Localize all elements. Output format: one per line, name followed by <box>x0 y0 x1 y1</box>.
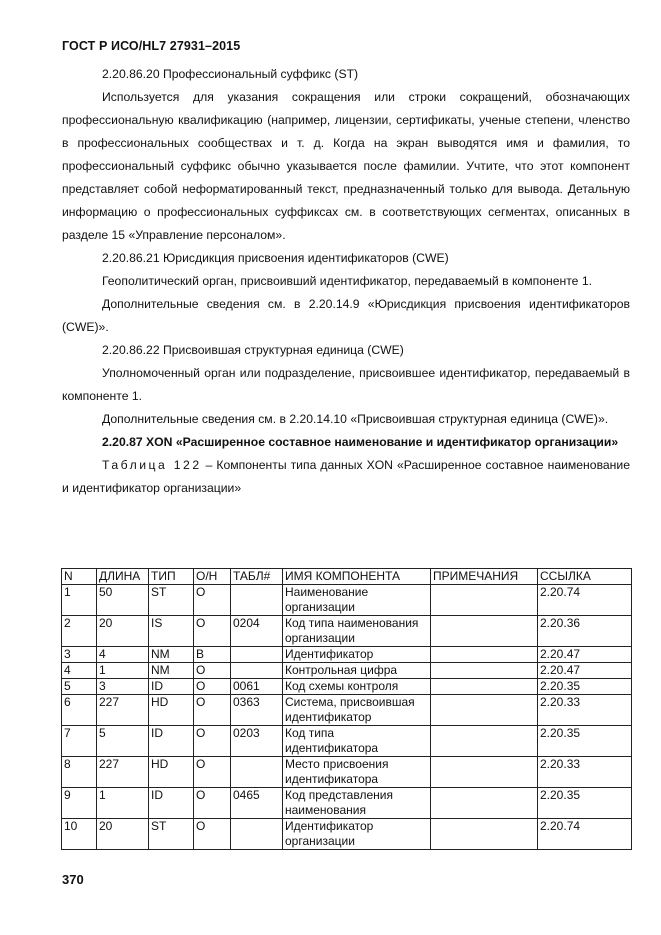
table-cell <box>431 757 538 788</box>
table-cell: 4 <box>97 647 149 663</box>
table-row <box>62 819 632 850</box>
table-cell: O <box>194 663 231 679</box>
table-cell: NM <box>149 647 194 663</box>
table-cell <box>231 647 283 663</box>
table-cell: 2.20.74 <box>538 819 632 850</box>
table-cell: O <box>194 679 231 695</box>
paragraph: Используется для указания сокращения или строки сокращений, обозначающих профессиональную квалификацию (например, лицензии, сертификаты, ученые степени, членство в профессиональных сообществах и т. д. Когда на экран выводятся имя и фамилия, то профессиональный суффикс обычно указывается после фамилии. Учтите, что этот компонент представляет собой неформатированный текст, предназначенный только для вывода. Детальную информацию о профессиональных суффиксах см. в соответствующих сегментах, описанных в разделе 15 «Управление персоналом». <box>62 90 630 242</box>
table-cell: 7 <box>62 726 97 757</box>
table-cell: Код схемы контроля <box>283 679 431 695</box>
table-cell: 5 <box>97 726 149 757</box>
table-cell: Идентификатор организации <box>283 819 431 850</box>
table-cell <box>431 585 538 616</box>
table-row <box>62 647 632 663</box>
table-row <box>62 663 632 679</box>
table-cell: HD <box>149 695 194 726</box>
table-cell: 2.20.35 <box>538 679 632 695</box>
table-cell: 20 <box>97 819 149 850</box>
table-row <box>62 585 632 616</box>
table-row <box>62 788 632 819</box>
table-cell: 0363 <box>231 695 283 726</box>
paragraph: Дополнительные сведения см. в 2.20.14.10 «Присвоившая структурная единица (CWE)». <box>102 412 609 426</box>
paragraph: Уполномоченный орган или подразделение, присвоившее идентификатор, передаваемый в компоненте 1. <box>62 366 630 403</box>
table-cell: 0203 <box>231 726 283 757</box>
table-cell: Код типа наименования организации <box>283 616 431 647</box>
components-table <box>61 568 632 850</box>
paragraph: 2.20.87 XON «Расширенное составное наименование и идентификатор организации» <box>102 435 619 449</box>
table-cell: 227 <box>97 695 149 726</box>
table-row <box>62 695 632 726</box>
paragraph: 2.20.86.20 Профессиональный суффикс (ST) <box>102 67 359 81</box>
document-header: ГОСТ Р ИСО/HL7 27931–2015 <box>62 39 241 53</box>
table-cell: Система, присвоившая идентификатор <box>283 695 431 726</box>
paragraph: 2.20.86.22 Присвоившая структурная единица (CWE) <box>102 343 404 357</box>
table-cell: 4 <box>62 663 97 679</box>
table-cell: 6 <box>62 695 97 726</box>
table-cell: 2 <box>62 616 97 647</box>
table-caption <box>62 454 630 500</box>
table-cell: Код типа идентификатора <box>283 726 431 757</box>
table-caption-prefix: Таблица 122 <box>102 458 202 472</box>
table-row <box>62 757 632 788</box>
table-cell: 1 <box>97 663 149 679</box>
table-cell: 2.20.74 <box>538 585 632 616</box>
table-cell: 0465 <box>231 788 283 819</box>
table-cell: 3 <box>97 679 149 695</box>
paragraph: Дополнительные сведения см. в 2.20.14.9 «Юрисдикция присвоения идентификаторов (CWE)». <box>62 297 630 334</box>
table-body <box>62 585 632 850</box>
table-cell <box>431 647 538 663</box>
table-cell: Наименование организации <box>283 585 431 616</box>
table-cell <box>231 663 283 679</box>
paragraphs <box>62 63 630 454</box>
table-cell: 2.20.35 <box>538 726 632 757</box>
table-cell: Код представления наименования <box>283 788 431 819</box>
table-cell: ST <box>149 819 194 850</box>
table-cell: ST <box>149 585 194 616</box>
table-cell <box>231 819 283 850</box>
table-cell: 227 <box>97 757 149 788</box>
table-cell <box>431 726 538 757</box>
table-cell: B <box>194 647 231 663</box>
table-cell: 1 <box>97 788 149 819</box>
table-cell: O <box>194 757 231 788</box>
table-cell <box>431 679 538 695</box>
table-cell: IS <box>149 616 194 647</box>
table-cell: NM <box>149 663 194 679</box>
table-cell: O <box>194 695 231 726</box>
column-header: ТИП <box>149 569 194 585</box>
table-cell: 1 <box>62 585 97 616</box>
page-number: 370 <box>62 872 84 887</box>
table-cell: 50 <box>97 585 149 616</box>
table-cell: O <box>194 788 231 819</box>
table-cell: 10 <box>62 819 97 850</box>
table-cell <box>431 819 538 850</box>
table-cell: O <box>194 726 231 757</box>
table-cell: 2.20.35 <box>538 788 632 819</box>
table-cell: 9 <box>62 788 97 819</box>
table-cell: HD <box>149 757 194 788</box>
table-caption-text: – Компоненты типа данных XON «Расширенное составное наименование и идентификатор организации» <box>62 458 630 495</box>
table-row <box>62 726 632 757</box>
table-cell <box>431 788 538 819</box>
column-header: О/Н <box>194 569 231 585</box>
table-cell: 2.20.33 <box>538 757 632 788</box>
column-header: ТАБЛ# <box>231 569 283 585</box>
table-row <box>62 679 632 695</box>
table-cell: 5 <box>62 679 97 695</box>
column-header: ДЛИНА <box>97 569 149 585</box>
column-header: N <box>62 569 97 585</box>
table-cell: ID <box>149 726 194 757</box>
paragraph: Геополитический орган, присвоивший идентификатор, передаваемый в компоненте 1. <box>102 274 592 288</box>
table-row <box>62 616 632 647</box>
table-cell: 2.20.33 <box>538 695 632 726</box>
table-cell: O <box>194 585 231 616</box>
table-cell: O <box>194 616 231 647</box>
table-cell: 2.20.36 <box>538 616 632 647</box>
table-cell: 2.20.47 <box>538 647 632 663</box>
table-cell: O <box>194 819 231 850</box>
column-header: ПРИМЕЧАНИЯ <box>431 569 538 585</box>
table-cell: Контрольная цифра <box>283 663 431 679</box>
table-cell: 20 <box>97 616 149 647</box>
table-cell: ID <box>149 788 194 819</box>
column-header: ИМЯ КОМПОНЕНТА <box>283 569 431 585</box>
table-cell <box>231 757 283 788</box>
column-header: ССЫЛКА <box>538 569 632 585</box>
table-cell: ID <box>149 679 194 695</box>
table-header-row <box>62 569 632 585</box>
table-cell <box>231 585 283 616</box>
table-cell: 2.20.47 <box>538 663 632 679</box>
table-cell <box>431 695 538 726</box>
table-cell: Идентификатор <box>283 647 431 663</box>
page-body <box>62 63 630 500</box>
table-cell: Место присвоения идентификатора <box>283 757 431 788</box>
table-cell: 0061 <box>231 679 283 695</box>
paragraph: 2.20.86.21 Юрисдикция присвоения идентификаторов (CWE) <box>102 251 449 265</box>
table-cell <box>431 616 538 647</box>
table-cell: 0204 <box>231 616 283 647</box>
table-cell <box>431 663 538 679</box>
table-cell: 8 <box>62 757 97 788</box>
table-cell: 3 <box>62 647 97 663</box>
